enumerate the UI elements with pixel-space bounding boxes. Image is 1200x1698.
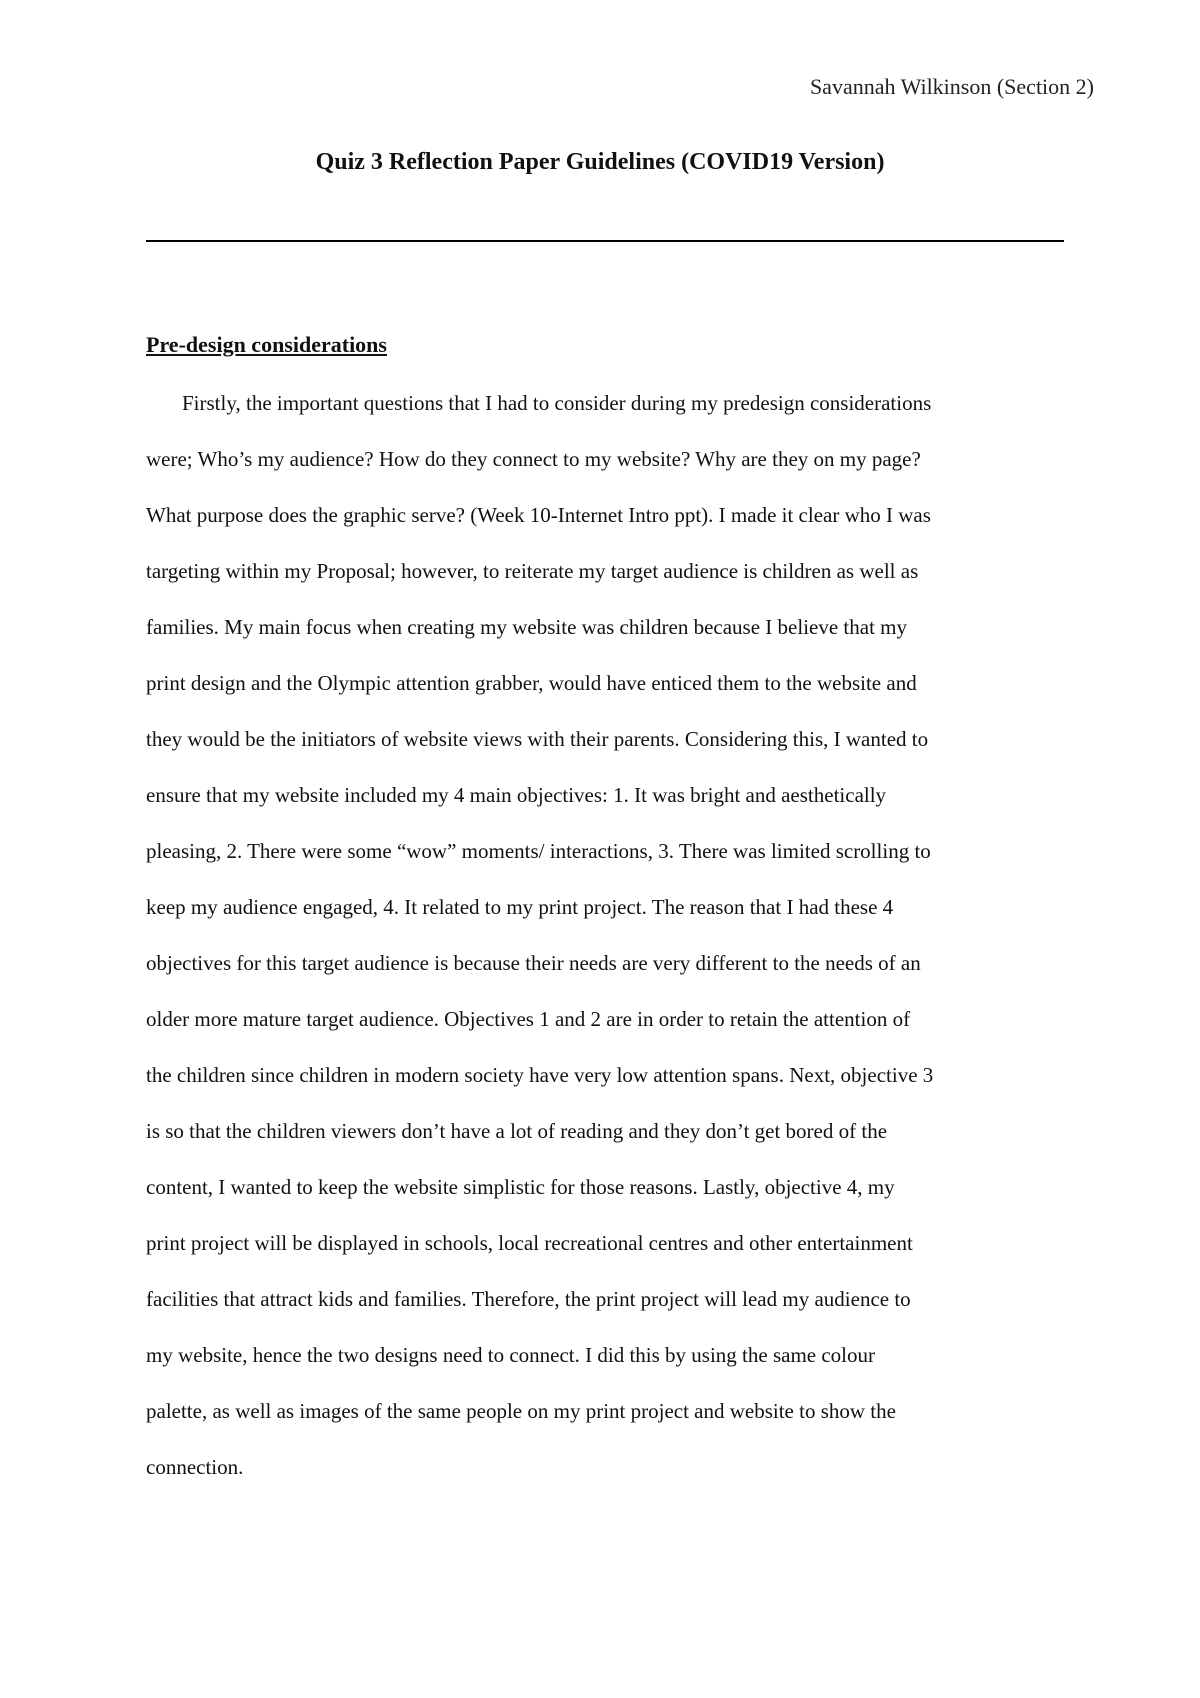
paragraph-line: were; Who’s my audience? How do they connect to my website? Why are they on my page? [146,447,921,471]
body-paragraph [146,387,1066,1507]
paragraph-line: print project will be displayed in schools, local recreational centres and other entertainment [146,1231,913,1255]
paragraph-line: my website, hence the two designs need to connect. I did this by using the same colour [146,1343,876,1367]
paragraph-line: print design and the Olympic attention grabber, would have enticed them to the website and [146,671,917,695]
paragraph-line: older more mature target audience. Objectives 1 and 2 are in order to retain the attention of [146,1007,911,1031]
document-title: Quiz 3 Reflection Paper Guidelines (COVID19 Version) [315,149,885,175]
paragraph-line: families. My main focus when creating my website was children because I believe that my [146,615,908,639]
paragraph-line: connection. [146,1455,244,1479]
page-header-author: Savannah Wilkinson (Section 2) [809,74,1094,99]
paragraph-line: objectives for this target audience is because their needs are very different to the needs of an [146,951,921,975]
paragraph-line: ensure that my website included my 4 main objectives: 1. It was bright and aesthetically [146,783,887,807]
paragraph-line: Firstly, the important questions that I had to consider during my predesign considerations [182,391,932,415]
paragraph-line: palette, as well as images of the same people on my print project and website to show the [146,1399,896,1423]
paragraph-line: keep my audience engaged, 4. It related to my print project. The reason that I had these 4 [146,895,894,919]
section-heading: Pre-design considerations [146,332,387,357]
paragraph-line: they would be the initiators of website views with their parents. Considering this, I wanted to [146,727,929,751]
paragraph-line: content, I wanted to keep the website simplistic for those reasons. Lastly, objective 4, my [146,1175,895,1199]
paragraph-line: facilities that attract kids and families. Therefore, the print project will lead my audience to [146,1287,911,1311]
paragraph-line: targeting within my Proposal; however, to reiterate my target audience is children as well as [146,559,919,583]
paragraph-line: pleasing, 2. There were some “wow” moments/ interactions, 3. There was limited scrolling to [146,839,931,863]
paragraph-line: What purpose does the graphic serve? (Week 10-Internet Intro ppt). I made it clear who I was [146,503,931,527]
title-divider [146,240,1064,242]
paragraph-line: the children since children in modern society have very low attention spans. Next, objective 3 [146,1063,934,1087]
paragraph-line: is so that the children viewers don’t have a lot of reading and they don’t get bored of the [146,1119,888,1143]
